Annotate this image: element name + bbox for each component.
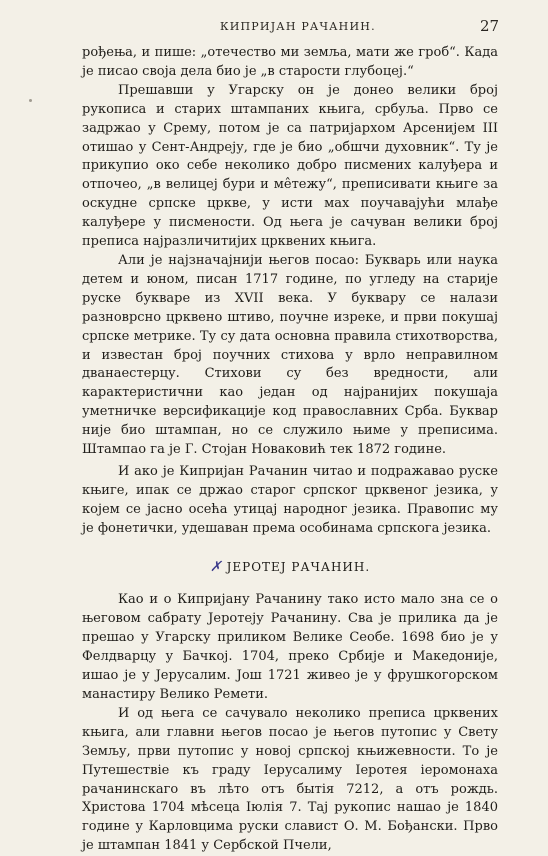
paragraph-3: Али је најзначајнији његов посао: Букварь или наука детем и юном, писан 1717 године, по угледу на старије руске букваре из XVII века. У буквару се налази разноврсно црквено штиво, поучне изреке, и први покушај српске метрике. Ту су дата основна правила стихотворства, и известан број поучних стихова у врло неправилном дванаестерцу. Стихови су без вредности, али карактеристични као један од најранијих покушаја уметничке версификације код православних Срба. Буквар није био штампан, но се служило њиме у преписима. Штампао га је Г. Стојан Новаковић тек 1872 године.: [82, 252, 498, 458]
pencil-mark-icon: ✗: [209, 558, 223, 575]
paragraph-4: И ако је Кипријан Рачанин читао и подражавао руске књиге, ипак се држао старог српског црквеног језика, у којем се јасно осећа утицај народног језика. Правопис му је фонетички, удешаван према особинама српскога језика.: [82, 463, 498, 536]
paragraph-2: Прешавши у Угарску он је донео велики број рукописа и старих штампаних књига, србуља. Прво се задржао у Срему, потом је са патријархом Арсенијем III отишао у Сент-Андреју, где је био „обшчи духовник“. Ту је прикупио око себе неколико добро писмених калуђера и отпочео, „в велицеј бури и мêтежу“, преписивати књиге за оскудне српске цркве, у исти мах поучавајући млађе калуђере у писмености. Од њега је сачуван велики број преписа најразличитијих црквених књига.: [82, 82, 498, 250]
paragraph-7: И од њега се сачувало неколико преписа црквених књига, али главни његов посао је његов путопис у Свету Земљу, први путопис у новој српској књижевности. То је Путешествіе къ граду Іерусалиму Іеротея іеромонаха рачанинскаго въ лѣто отъ бытія 7212, а отъ рождь. Христова 1704 мѣсеца Іюлія 7. Тај рукопис нашао је 1840 године у Карловцима руски славист О. М. Бођански. Прво је штампан 1841 у Сербской Пчели,: [82, 705, 498, 854]
page-header: [0, 18, 548, 38]
section-heading-text: ЈЕРОТЕЈ РАЧАНИН.: [226, 559, 371, 574]
page-number: 27: [480, 17, 500, 35]
section-heading: [82, 558, 498, 577]
paragraph-1: рођења, и пише: „отечество ми земља, мати же гроб“. Када је писао своја дела био је „в старости глубоцеј.“: [82, 45, 498, 79]
margin-dot: [29, 99, 32, 102]
running-title: КИПРИЈАН РАЧАНИН.: [220, 20, 376, 33]
paragraph-6: Као и о Кипријану Рачанину тако исто мало зна се о његовом сабрату Јеротеју Рачанину. Сва је прилика да је прешао у Угарску приликом Велике Сеобе. 1698 био је у Фелдварцу у Бачкој. 1704, преко Србије и Македоније, ишао је у Јерусалим. Још 1721 живео је у фрушкогорском манастиру Велико Ремети.: [82, 592, 498, 702]
body-text: [82, 44, 498, 856]
